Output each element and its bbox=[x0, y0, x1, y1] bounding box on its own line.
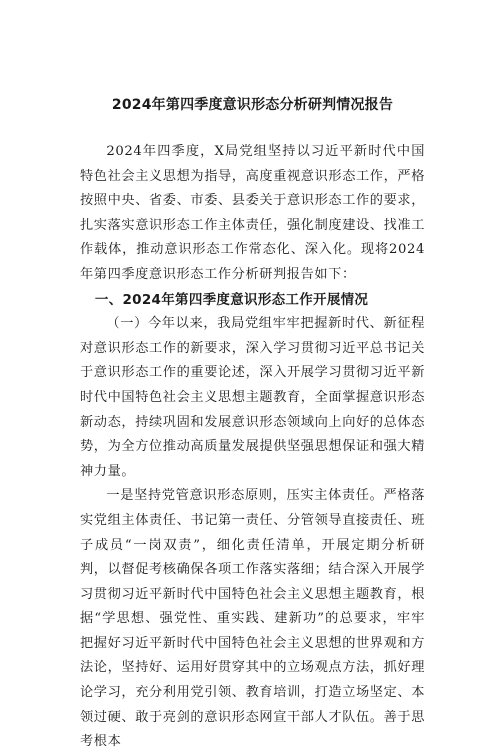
section-heading-1: 一、2024年第四季度意识形态工作开展情况 bbox=[94, 291, 369, 308]
document-title: 2024年第四季度意识形态分析研判情况报告 bbox=[111, 97, 394, 113]
paragraph-1: （一）今年以来，我局党组牢牢把握新时代、新征程对意识形态工作的新要求，深入学习贯彻习近平总书记关于意识形态工作的重要论述，深入开展学习贯彻习近平新时代中国特色社会主义思想主题教育，全面掌握意识形态新动态，持续巩固和发展意识形态领域向上向好的总体态势，为全方位推动高质量发展提供坚强思想保证和强大精神力量。 bbox=[80, 316, 425, 479]
intro-paragraph: 2024年四季度，X局党组坚持以习近平新时代中国特色社会主义思想为指导，高度重视意识形态工作，严格按照中央、省委、市委、县委关于意识形态工作的要求，扎实落实意识形态工作主体责任，强化制度建设、找准工作载体，推动意识形态工作常态化、深入化。现将2024年第四季度意识形态工作分析研判报告如下： bbox=[80, 144, 425, 282]
paragraph-2: 一是坚持党管意识形态原则，压实主体责任。严格落实党组主体责任、书记第一责任、分管领导直接责任、班子成员“一岗双责”，细化责任清单，开展定期分析研判，以督促考核确保各项工作落实落细；结合深入开展学习贯彻习近平新时代中国特色社会主义思想主题教育，根据“学思想、强党性、重实践、建新功”的总要求，牢牢把握好习近平新时代中国特色社会主义思想的世界观和方法论，坚持好、运用好贯穿其中的立场观点方法，抓好理论学习，充分利用党引领、教育培训，打造立场坚定、本领过硬、敢于亮剑的意识形态网宣干部人才队伍。善于思考根本 bbox=[80, 488, 425, 750]
document-body bbox=[80, 140, 425, 755]
